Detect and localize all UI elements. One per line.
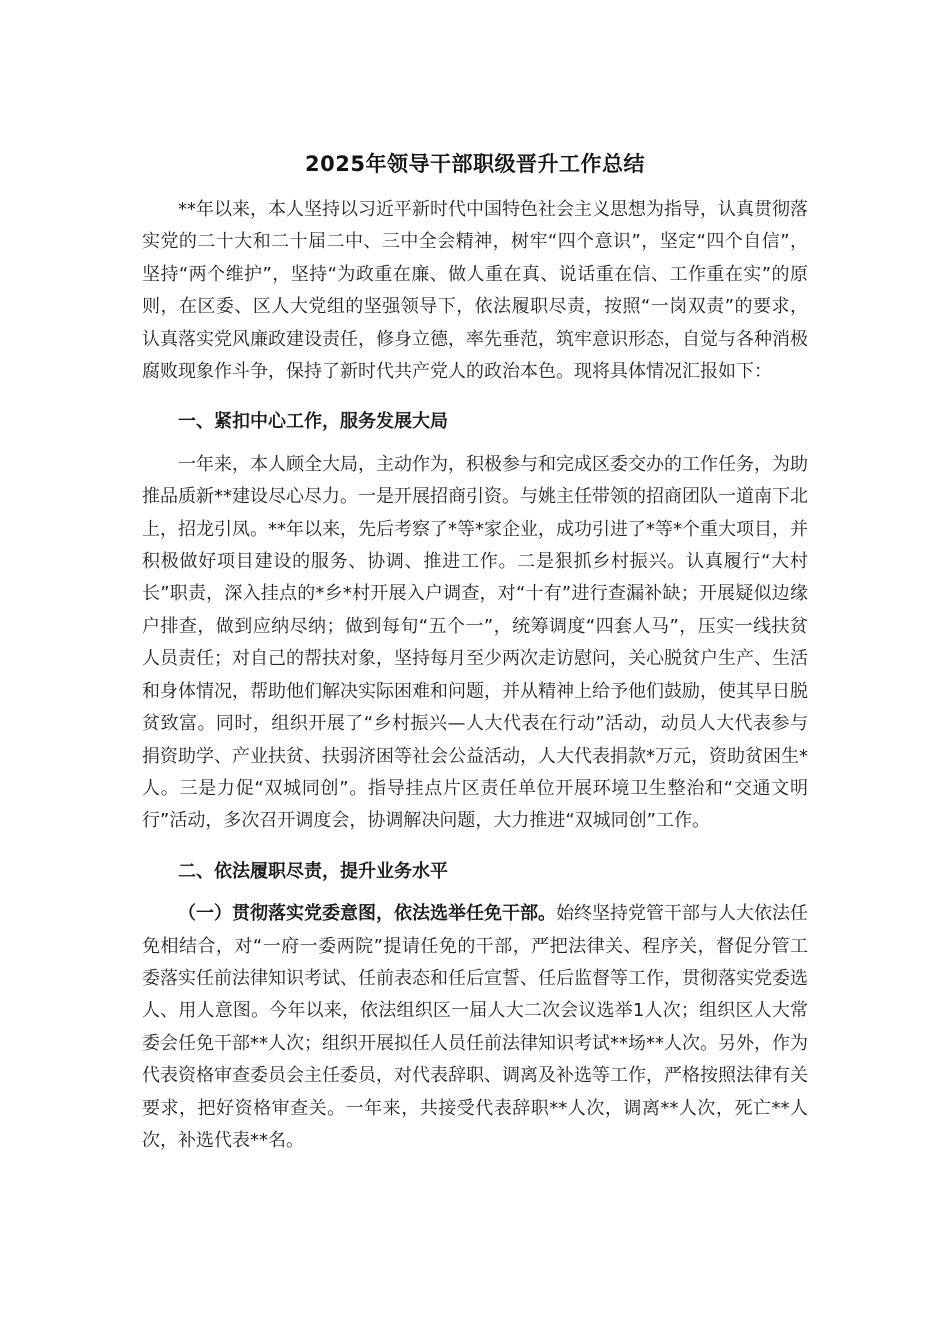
subsection-1-body: 始终坚持党管干部与人大依法任免相结合，对“一府一委两院”提请任免的干部，严把法律关、程序关，督促分管工委落实任前法律知识考试、任前表态和任后宣誓、任后监督等工作，贯彻落实党委选人、用人意图。今年以来，依法组织区一届人大二次会议选举1人次；组织区人大常委会任免干部**人次；组织开展拟任人员任前法律知识考试**场**人次。另外，作为代表资格审查委员会主任委员，对代表辞职、调离及补选等工作，严格按照法律有关要求，把好资格审查关。一年来，共接受代表辞职**人次，调离**人次，死亡**人次，补选代表**名。 [142,903,808,1151]
section-2-subsection-1 [142,898,808,1157]
document-content [142,148,808,1157]
section-1-body: 一年来，本人顾全大局，主动作为，积极参与和完成区委交办的工作任务，为助推品质新**建设尽心尽力。一是开展招商引资。与姚主任带领的招商团队一道南下北上，招龙引凤。**年以来，先后考察了*等*家企业，成功引进了*等*个重大项目，并积极做好项目建设的服务、协调、推进工作。二是狠抓乡村振兴。认真履行“大村长”职责，深入挂点的*乡*村开展入户调查，对“十有”进行查漏补缺；开展疑似边缘户排查，做到应纳尽纳；做到每旬“五个一”，统筹调度“四套人马”，压实一线扶贫人员责任；对自己的帮扶对象，坚持每月至少两次走访慰问，关心脱贫户生产、生活和身体情况，帮助他们解决实际困难和问题，并从精神上给予他们鼓励，使其早日脱贫致富。同时，组织开展了“乡村振兴—人大代表在行动”活动，动员人大代表参与捐资助学、产业扶贫、扶弱济困等社会公益活动，人大代表捐款*万元，资助贫困生*人。三是力促“双城同创”。指导挂点片区责任单位开展环境卫生整治和“交通文明行”活动，多次召开调度会，协调解决问题，大力推进“双城同创”工作。 [142,453,808,832]
paragraph-spacer [142,388,808,396]
section-1-heading: 一、紧扣中心工作，服务发展大局 [178,411,448,433]
subsection-1-heading: （一）贯彻落实党委意图，依法选举任免干部。 [178,903,556,925]
intro-paragraph: **年以来，本人坚持以习近平新时代中国特色社会主义思想为指导，认真贯彻落实党的二十大和二十届二中、三中全会精神，树牢“四个意识”，坚定“四个自信”，坚持“两个维护”，坚持“为政重在廉、做人重在真、说话重在信、工作重在实”的原则，在区委、区人大党组的坚强领导下，依法履职尽责，按照“一岗双责”的要求，认真落实党风廉政建设责任，修身立德，率先垂范，筑牢意识形态，自觉与各种消极腐败现象作斗争，保持了新时代共产党人的政治本色。现将具体情况汇报如下： [142,199,808,383]
document-title: 2025年领导干部职级晋升工作总结 [305,152,645,176]
section-2-heading: 二、依法履职尽责，提升业务水平 [178,860,448,882]
paragraph-spacer [142,838,808,846]
